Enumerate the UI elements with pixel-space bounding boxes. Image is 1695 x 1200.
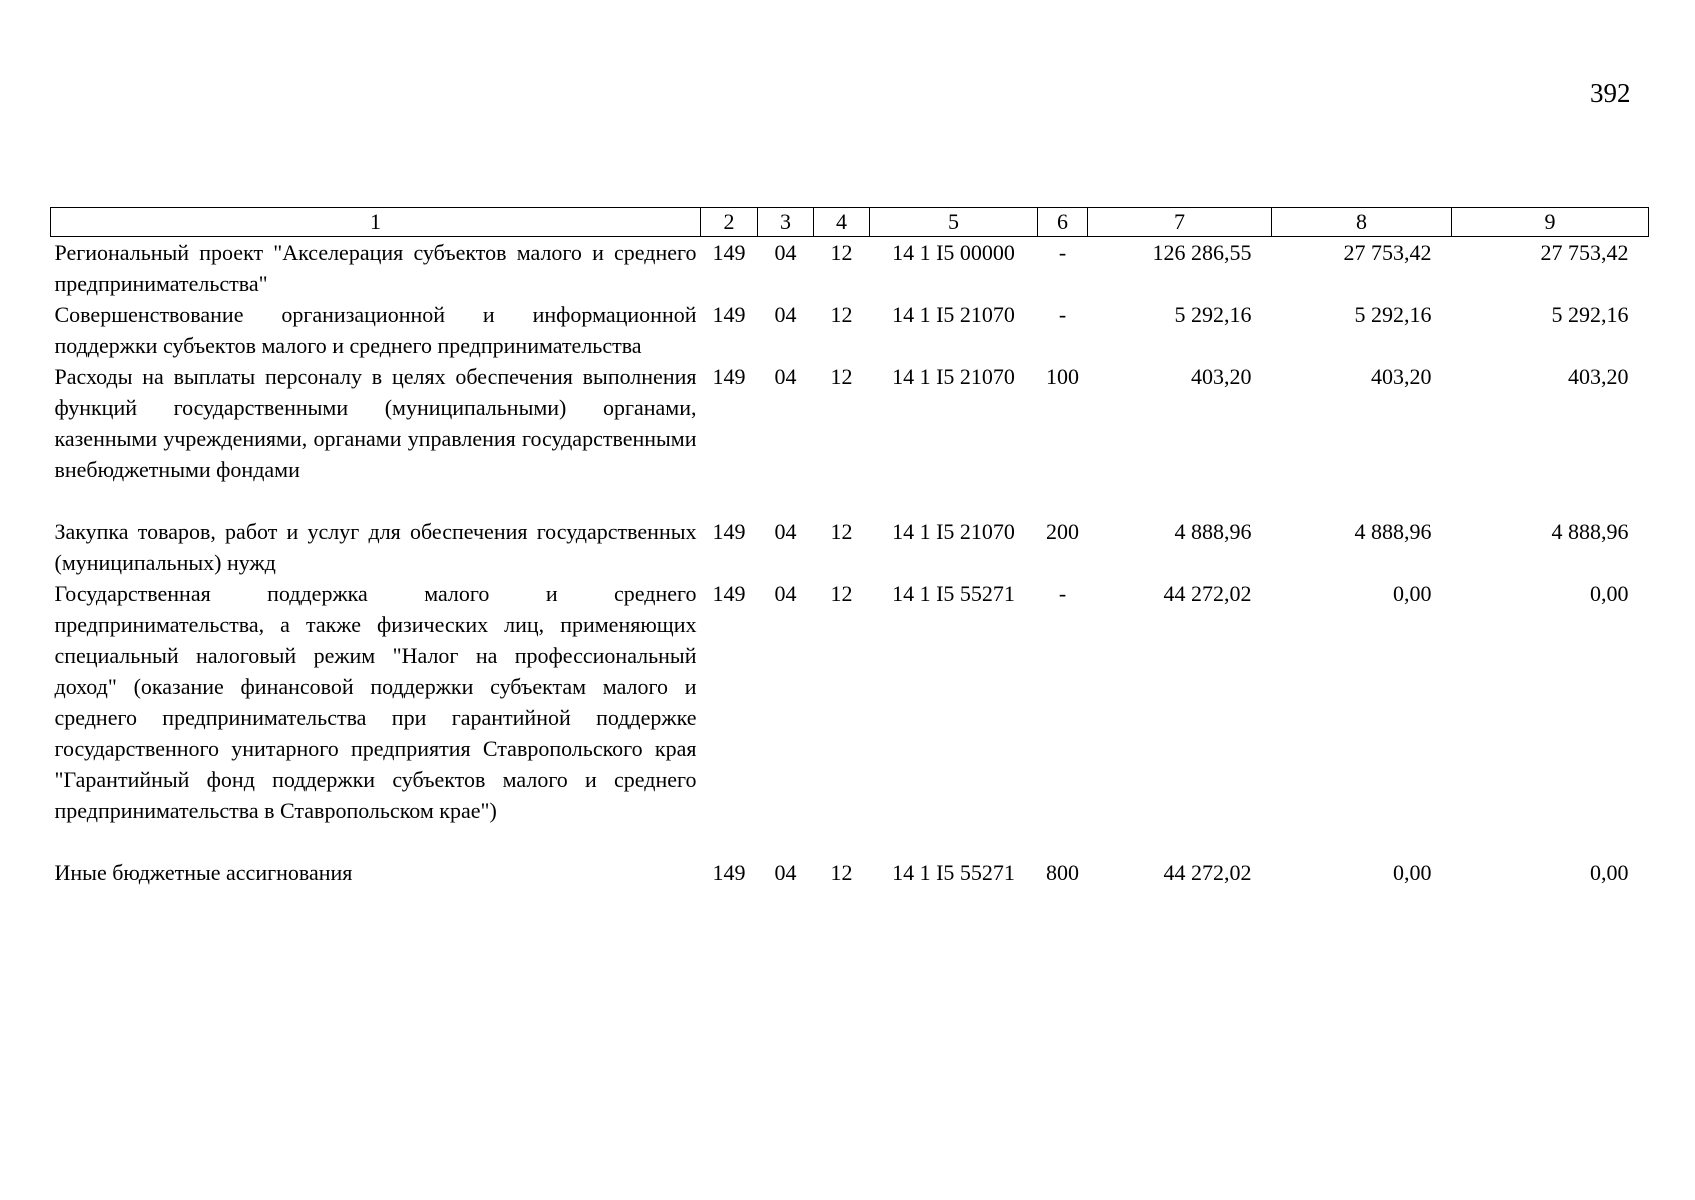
row-cell: 44 272,02 xyxy=(1163,860,1252,885)
header-cell: 7 xyxy=(1088,208,1272,237)
row-name: Региональный проект "Акселерация субъектов малого и среднего предпринимательства" xyxy=(54,240,697,296)
row-cell: 403,20 xyxy=(1568,364,1629,389)
row-cell: 149 xyxy=(712,302,746,327)
row-cell: 14 1 I5 55271 xyxy=(892,860,1015,885)
row-name: Расходы на выплаты персоналу в целях обеспечения выполнения функций государственными (муниципальными) органами, казенными учреждениями, органами управления государственными внебюджетными фондами xyxy=(54,364,697,482)
header-cell: 4 xyxy=(814,208,870,237)
row-cell: 12 xyxy=(830,860,853,885)
header-cell: 3 xyxy=(758,208,814,237)
row-cell: 14 1 I5 21070 xyxy=(892,302,1015,327)
header-cell: 1 xyxy=(51,208,701,237)
row-cell: - xyxy=(1058,240,1067,265)
row-cell: 12 xyxy=(830,519,853,544)
row-cell: 403,20 xyxy=(1191,364,1252,389)
row-cell: 5 292,16 xyxy=(1354,302,1432,327)
header-cell: 2 xyxy=(701,208,758,237)
row-cell: - xyxy=(1058,581,1067,606)
row-cell: 4 888,96 xyxy=(1174,519,1252,544)
row-cell: 0,00 xyxy=(1590,860,1629,885)
header-cell: 5 xyxy=(870,208,1038,237)
row-cell: 149 xyxy=(712,860,746,885)
row-cell: 04 xyxy=(774,581,797,606)
row-cell: 44 272,02 xyxy=(1163,581,1252,606)
budget-table xyxy=(50,207,1649,888)
row-name: Государственная поддержка малого и среднего предпринимательства, а также физических лиц, применяющих специальный налоговый режим "Налог на профессиональный доход" (оказание финансовой поддержки субъектам малого и среднего предпринимательства при гарантийной поддержке государственного унитарного предприятия Ставропольского края "Гарантийный фонд поддержки субъектов малого и среднего предпринимательства в Ставропольском крае") xyxy=(54,581,697,823)
row-cell: 04 xyxy=(774,240,797,265)
row-name: Совершенствование организационной и информационной поддержки субъектов малого и среднего предпринимательства xyxy=(54,302,697,358)
row-cell: 14 1 I5 21070 xyxy=(892,519,1015,544)
table-row xyxy=(51,361,1649,516)
table-row xyxy=(51,578,1649,857)
row-cell: 149 xyxy=(712,581,746,606)
row-cell: 149 xyxy=(712,364,746,389)
row-cell: 04 xyxy=(774,364,797,389)
row-cell: 12 xyxy=(830,581,853,606)
row-cell: 04 xyxy=(774,302,797,327)
row-cell: 04 xyxy=(774,860,797,885)
row-cell: 800 xyxy=(1046,860,1079,885)
row-cell: 149 xyxy=(712,519,746,544)
row-cell: 14 1 I5 00000 xyxy=(892,240,1015,265)
row-cell: 12 xyxy=(830,364,853,389)
row-cell: 14 1 I5 55271 xyxy=(892,581,1015,606)
row-cell: - xyxy=(1058,302,1067,327)
table-row xyxy=(51,857,1649,888)
table-header-row xyxy=(51,208,1649,237)
row-cell: 04 xyxy=(774,519,797,544)
row-cell: 0,00 xyxy=(1393,860,1432,885)
header-cell: 8 xyxy=(1272,208,1452,237)
row-cell: 4 888,96 xyxy=(1551,519,1629,544)
row-cell: 149 xyxy=(712,240,746,265)
table-row xyxy=(51,516,1649,578)
header-cell: 6 xyxy=(1038,208,1088,237)
row-cell: 4 888,96 xyxy=(1354,519,1432,544)
row-cell: 12 xyxy=(830,240,853,265)
header-cell: 9 xyxy=(1452,208,1649,237)
row-cell: 100 xyxy=(1046,364,1079,389)
row-cell: 14 1 I5 21070 xyxy=(892,364,1015,389)
row-cell: 27 753,42 xyxy=(1540,240,1629,265)
row-cell: 0,00 xyxy=(1393,581,1432,606)
row-cell: 126 286,55 xyxy=(1152,240,1252,265)
row-cell: 403,20 xyxy=(1371,364,1432,389)
row-name: Закупка товаров, работ и услуг для обеспечения государственных (муниципальных) нужд xyxy=(54,519,697,575)
table-row xyxy=(51,237,1649,300)
row-name: Иные бюджетные ассигнования xyxy=(54,860,353,885)
row-cell: 12 xyxy=(830,302,853,327)
page-number: 392 xyxy=(1590,78,1631,108)
row-cell: 5 292,16 xyxy=(1174,302,1252,327)
table-row xyxy=(51,299,1649,361)
row-cell: 5 292,16 xyxy=(1551,302,1629,327)
row-cell: 27 753,42 xyxy=(1343,240,1432,265)
row-cell: 0,00 xyxy=(1590,581,1629,606)
row-cell: 200 xyxy=(1046,519,1079,544)
